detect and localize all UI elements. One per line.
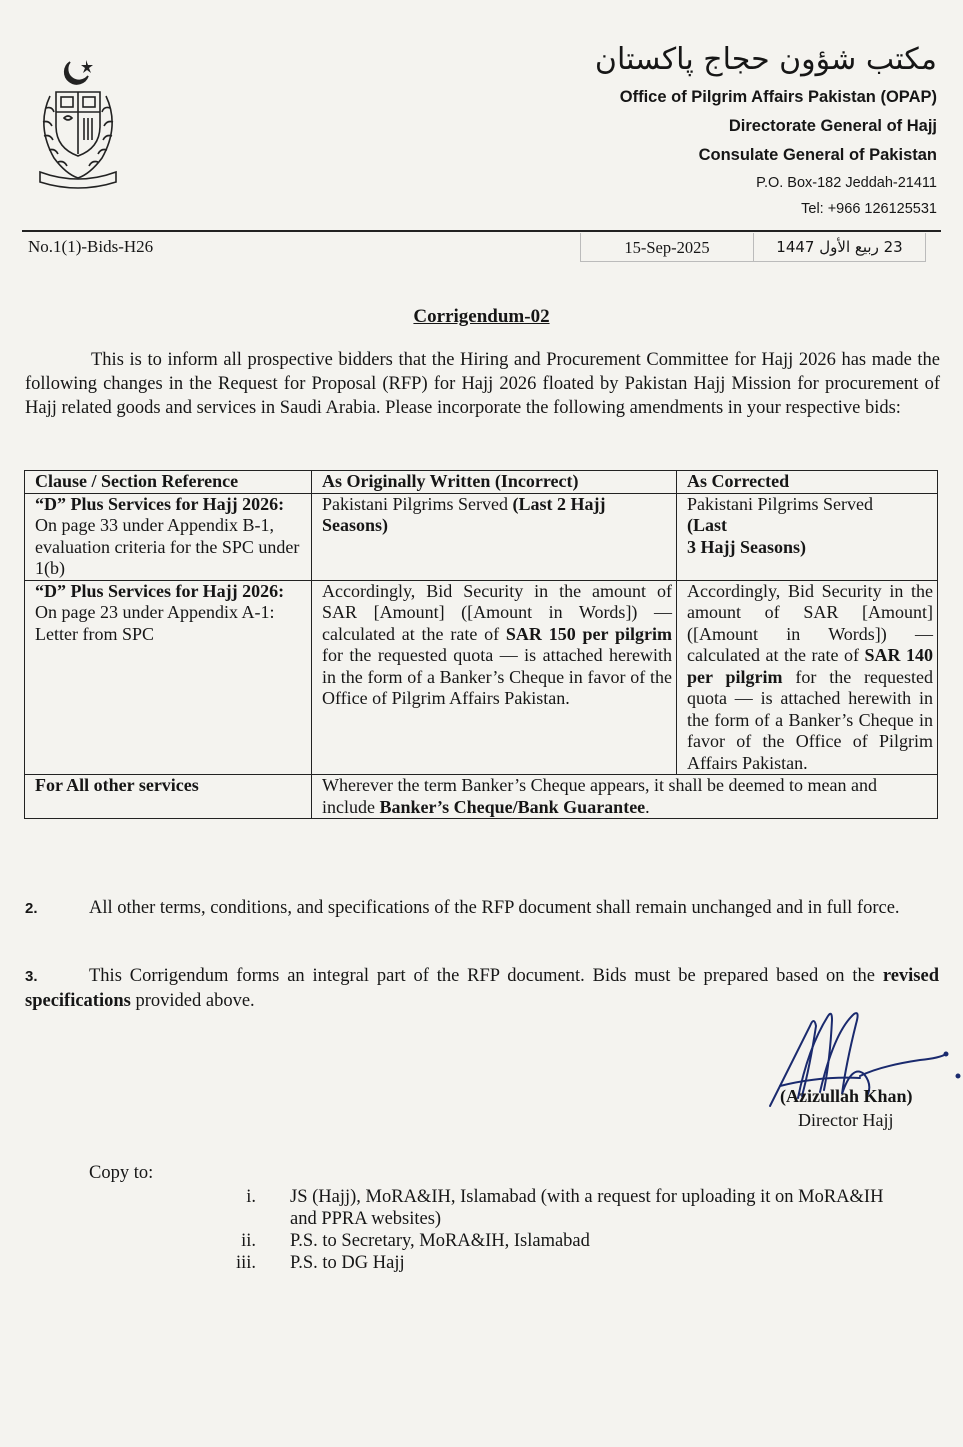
paragraph-text: All other terms, conditions, and specifications of the RFP document shall remain unchanged and in full force. xyxy=(89,898,900,918)
merged-text: . xyxy=(645,796,650,817)
clause-cell xyxy=(25,493,312,580)
signatory-name: (Azizullah Khan) xyxy=(780,1086,913,1106)
corrected-cell xyxy=(677,580,938,775)
clause-bold: “D” Plus Services for Hajj 2026: xyxy=(35,580,285,601)
copy-to-list xyxy=(220,1186,890,1274)
list-item-text: JS (Hajj), MoRA&IH, Islamabad (with a request for uploading it on MoRA&IH and PPRA websites) xyxy=(290,1187,884,1229)
original-text: Accordingly, Bid Security in the amount of SAR [Amount] ([Amount in Words]) — calculated at the rate of xyxy=(322,580,672,644)
amendments-table xyxy=(24,470,938,819)
list-item xyxy=(220,1252,890,1274)
clause-bold: “D” Plus Services for Hajj 2026: xyxy=(35,493,285,514)
copy-to-label: Copy to: xyxy=(89,1163,154,1183)
corrected-text: Accordingly, Bid Security in the amount of SAR [Amount] ([Amount in Words]) — calculated at the rate of xyxy=(687,580,933,665)
corrected-text: Pakistani Pilgrims Served xyxy=(687,493,873,514)
reference-number: No.1(1)-Bids-H26 xyxy=(28,237,154,256)
signatory-block xyxy=(780,1084,913,1132)
urdu-office-name: مکتب شؤون حجاج پاکستان xyxy=(594,42,937,77)
header-rule xyxy=(22,230,941,232)
corrected-bold: SAR 140 per pilgrim xyxy=(687,645,933,687)
clause-text: On page 23 under Appendix A-1: Letter from SPC xyxy=(35,602,275,644)
office-name: Office of Pilgrim Affairs Pakistan (OPAP) xyxy=(619,88,937,106)
signatory-designation: Director Hajj xyxy=(798,1110,894,1130)
consulate-name: Consulate General of Pakistan xyxy=(698,146,937,164)
document-title: Corrigendum-02 xyxy=(413,306,550,327)
corrected-cell xyxy=(677,493,938,580)
original-text: Pakistani Pilgrims Served xyxy=(322,493,508,514)
telephone: Tel: +966 126125531 xyxy=(801,201,937,217)
clause-bold: For All other services xyxy=(35,775,199,795)
clause-text: On page 33 under Appendix B-1, evaluation criteria for the SPC under 1(b) xyxy=(35,515,300,578)
corrected-bold: 3 Hajj Seasons) xyxy=(687,536,807,557)
header-corrected: As Corrected xyxy=(677,471,938,494)
paragraph-text: This Corrigendum forms an integral part of the RFP document. Bids must be prepared based on the xyxy=(89,966,875,986)
original-text: for the requested quota — is attached herewith in the form of a Banker’s Cheque in favor of the Office of Pilgrim Affairs Pakistan. xyxy=(322,645,672,708)
merged-cell xyxy=(312,775,938,819)
table-row xyxy=(25,493,938,580)
state-emblem-icon xyxy=(26,52,130,190)
paragraph-2 xyxy=(25,896,939,921)
original-bold: (Last 2 Hajj Seasons) xyxy=(322,493,606,535)
letterhead xyxy=(595,42,937,222)
original-cell xyxy=(312,493,677,580)
directorate-name: Directorate General of Hajj xyxy=(728,117,937,135)
list-item-number: ii. xyxy=(241,1231,256,1251)
merged-bold: Banker’s Cheque/Bank Guarantee xyxy=(379,796,646,817)
merged-text: Wherever the term Banker’s Cheque appears, it shall be deemed to mean and include xyxy=(322,775,877,817)
table-row xyxy=(25,580,938,775)
clause-cell xyxy=(25,775,312,819)
list-item xyxy=(220,1230,890,1252)
list-item-text: P.S. to DG Hajj xyxy=(290,1253,405,1273)
paragraph-number: 2. xyxy=(25,900,38,917)
list-item-text: P.S. to Secretary, MoRA&IH, Islamabad xyxy=(290,1231,590,1251)
original-bold: SAR 150 per pilgrim xyxy=(505,623,672,644)
list-item xyxy=(220,1186,890,1230)
table-header-row xyxy=(25,471,938,494)
corrected-bold: (Last xyxy=(687,515,727,535)
table-row xyxy=(25,775,938,819)
date-gregorian: 15-Sep-2025 xyxy=(581,233,754,261)
po-box: P.O. Box-182 Jeddah-21411 xyxy=(756,175,937,191)
paragraph-text: provided above. xyxy=(135,991,255,1011)
list-item-number: iii. xyxy=(235,1253,256,1273)
intro-paragraph: This is to inform all prospective bidders that the Hiring and Procurement Committee for Hajj 2026 has made the following changes in the Request for Proposal (RFP) for Hajj 2026 floated by Pakistan Hajj Mission for procurement of Hajj related goods and services in Saudi Arabia. Please incorporate the following amendments in your respective bids: xyxy=(25,350,940,418)
clause-cell xyxy=(25,580,312,775)
header-clause: Clause / Section Reference xyxy=(25,471,312,494)
paragraph-number: 3. xyxy=(25,968,38,985)
date-box xyxy=(580,233,926,262)
corrected-text: for the requested quota — is attached herewith in the form of a Banker’s Cheque in favor of the Office of Pilgrim Affairs Pakistan. xyxy=(687,666,933,773)
date-hijri: 23 ربیع الأول 1447 xyxy=(776,238,903,256)
original-cell xyxy=(312,580,677,775)
list-item-number: i. xyxy=(246,1187,256,1207)
header-original: As Originally Written (Incorrect) xyxy=(312,471,677,494)
paragraph-bold: revised specifications xyxy=(25,966,940,1011)
